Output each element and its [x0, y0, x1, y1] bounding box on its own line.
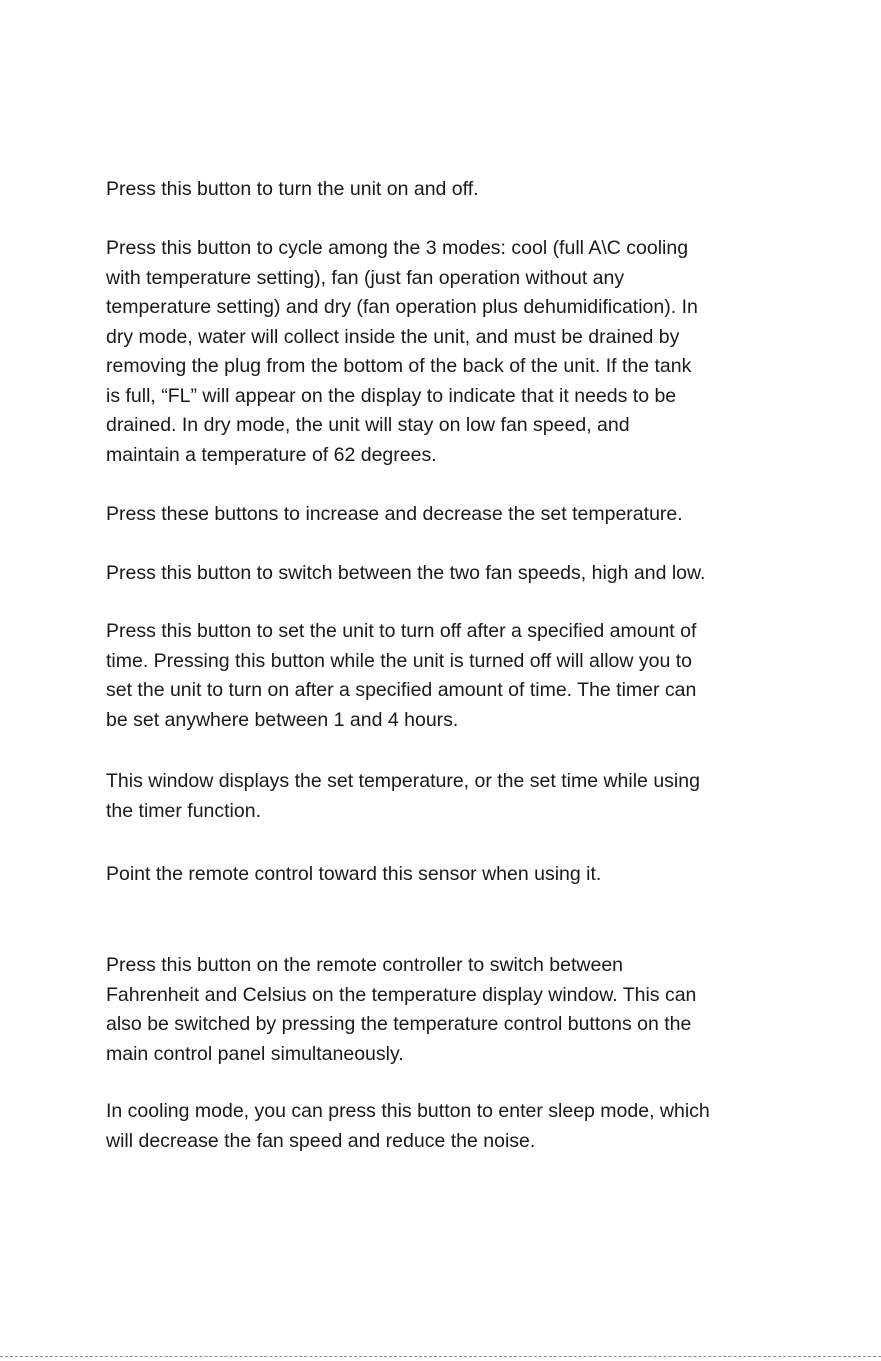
mode-button-instruction: Press this button to cycle among the 3 modes: cool (full A\C cooling with temperature setting), fan (just fan operation without any temperature setting) and dry (fan operation plus dehumidification). In dry mode, water will collect inside the unit, and must be drained by removing the plug from the bottom of the back of the unit. If the tank is full, “FL” will appear on the display to indicate that it needs to be drained. In dry mode, the unit will stay on low fan speed, and maintain a temperature of 62 degrees.: [106, 237, 698, 466]
display-window-instruction: This window displays the set temperature, or the set time while using the timer function.: [106, 770, 700, 822]
fan-speed-button-instruction: Press this button to switch between the two fan speeds, high and low.: [106, 562, 706, 584]
power-button-instruction: Press this button to turn the unit on and off.: [106, 178, 479, 200]
remote-sensor-instruction: Point the remote control toward this sensor when using it.: [106, 863, 602, 885]
timer-button-instruction: Press this button to set the unit to turn off after a specified amount of time. Pressing this button while the unit is turned off will allow you to set the unit to turn on after a specified amount of time. The timer can be set anywhere between 1 and 4 hours.: [106, 620, 697, 731]
sleep-button-instruction: In cooling mode, you can press this button to enter sleep mode, which will decrease the fan speed and reduce the noise.: [106, 1100, 710, 1152]
fahrenheit-celsius-button-instruction: Press this button on the remote controller to switch between Fahrenheit and Celsius on the temperature display window. This can also be switched by pressing the temperature control buttons on the main control panel simultaneously.: [106, 954, 697, 1065]
temperature-buttons-instruction: Press these buttons to increase and decrease the set temperature.: [106, 503, 683, 525]
page-bottom-divider: [0, 1356, 881, 1357]
